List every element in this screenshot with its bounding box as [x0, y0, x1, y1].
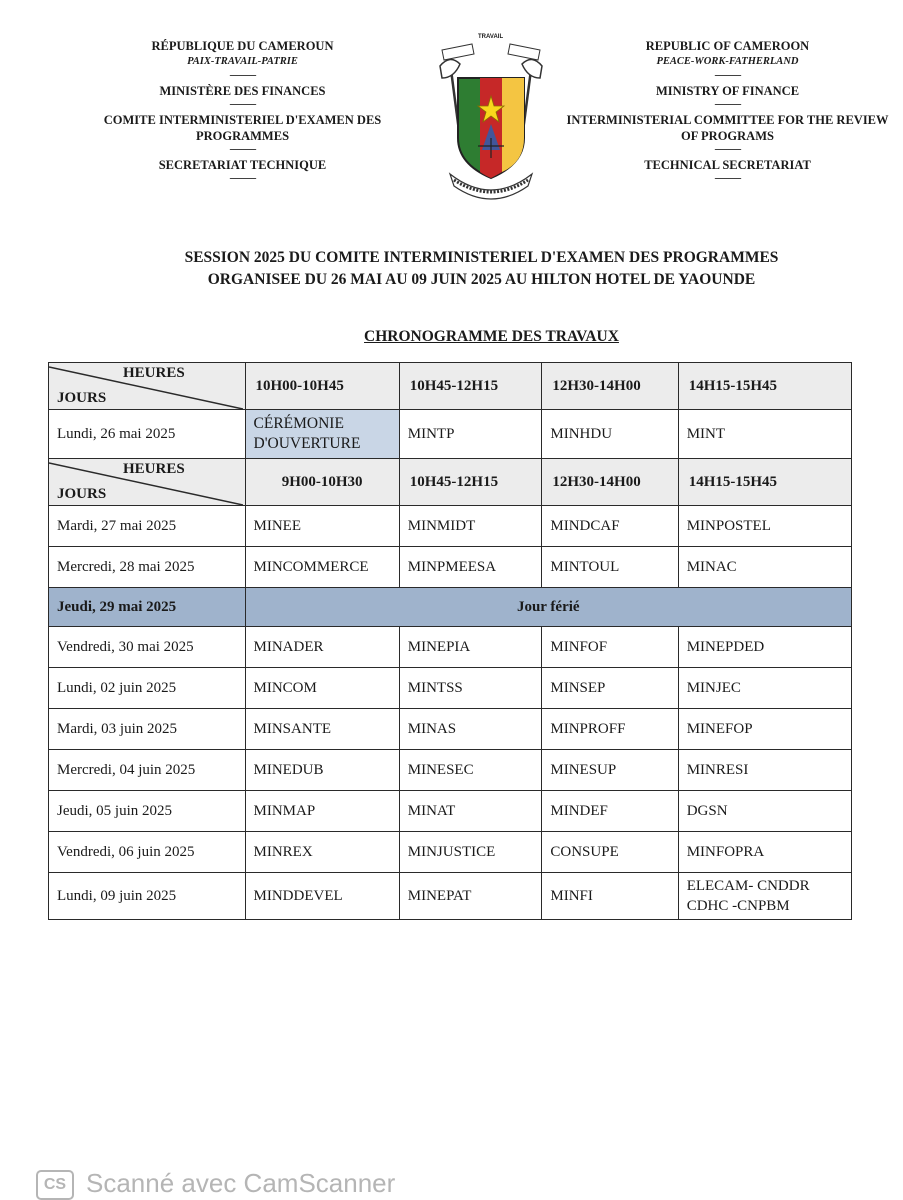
camscanner-watermark — [36, 1168, 395, 1200]
day-cell: Mercredi, 04 juin 2025 — [49, 750, 246, 791]
day-cell: Vendredi, 06 juin 2025 — [49, 832, 246, 873]
jours-label: JOURS — [57, 486, 107, 502]
table-row — [49, 832, 852, 873]
ministry-cell: MINEDUB — [245, 750, 399, 791]
ministry-cell: MINAT — [399, 791, 542, 832]
separator: ------------- — [229, 99, 256, 109]
separator: ------------- — [714, 173, 741, 183]
day-cell: Lundi, 26 mai 2025 — [49, 410, 246, 459]
day-cell: Jeudi, 05 juin 2025 — [49, 791, 246, 832]
motto-fr: PAIX-TRAVAIL-PATRIE — [187, 56, 298, 67]
camscanner-logo-icon: CS — [36, 1170, 74, 1200]
day-cell: Mardi, 27 mai 2025 — [49, 506, 246, 547]
ministry-cell: MINREX — [245, 832, 399, 873]
ministry-cell: MINSANTE — [245, 709, 399, 750]
country-name-en: REPUBLIC OF CAMEROON — [645, 39, 810, 53]
ministry-en: MINISTRY OF FINANCE — [655, 84, 800, 98]
watermark-text: Scanné avec CamScanner — [86, 1168, 396, 1198]
ministry-cell: MINCOM — [245, 668, 399, 709]
table-row — [49, 873, 852, 920]
table-row — [49, 627, 852, 668]
ministry-cell: MINADER — [245, 627, 399, 668]
ministry-cell: MINMIDT — [399, 506, 542, 547]
committee-en-line1: INTERMINISTERIAL COMMITTEE FOR THE REVIEW — [566, 113, 889, 127]
ceremony-line2: D'OUVERTURE — [253, 435, 361, 452]
day-cell: Lundi, 09 juin 2025 — [49, 873, 246, 920]
schedule-heading: CHRONOGRAMME DES TRAVAUX — [364, 328, 619, 345]
ministry-fr: MINISTÈRE DES FINANCES — [159, 84, 326, 98]
ministry-cell: MINTOUL — [542, 547, 678, 588]
ministry-line2: CDHC -CNPBM — [686, 898, 790, 914]
time-slot-header: 10H45-12H15 — [399, 363, 542, 410]
session-title-line1: SESSION 2025 DU COMITE INTERMINISTERIEL D'EXAMEN DES PROGRAMMES — [184, 249, 779, 266]
ministry-cell: MINDEF — [542, 791, 678, 832]
ministry-cell: MINAC — [678, 547, 851, 588]
ministry-line1: ELECAM- CNDDR — [686, 878, 810, 894]
time-slot-header: 14H15-15H45 — [678, 363, 851, 410]
ministry-cell: MINEE — [245, 506, 399, 547]
ministry-cell: MINSEP — [542, 668, 678, 709]
ministry-cell: MINCOMMERCE — [245, 547, 399, 588]
ceremony-line1: CÉRÉMONIE — [253, 415, 344, 432]
ministry-cell: MINDDEVEL — [245, 873, 399, 920]
table-row — [49, 547, 852, 588]
corner-cell — [49, 363, 246, 410]
motto-en: PEACE-WORK-FATHERLAND — [656, 56, 799, 67]
ministry-cell: MINESEC — [399, 750, 542, 791]
day-cell: Mercredi, 28 mai 2025 — [49, 547, 246, 588]
jours-label: JOURS — [57, 390, 107, 406]
table-header-row — [49, 363, 852, 410]
table-header-row — [49, 459, 852, 506]
time-slot-header: 10H00-10H45 — [245, 363, 399, 410]
ministry-cell: MINEPDED — [678, 627, 851, 668]
time-slot-header: 14H15-15H45 — [678, 459, 851, 506]
committee-fr-line1: COMITE INTERMINISTERIEL D'EXAMEN DES — [103, 113, 382, 127]
ministry-cell: MINFOPRA — [678, 832, 851, 873]
table-row — [49, 791, 852, 832]
heures-label: HEURES — [123, 461, 185, 477]
day-cell: Vendredi, 30 mai 2025 — [49, 627, 246, 668]
secretariat-en: TECHNICAL SECRETARIAT — [644, 158, 811, 172]
ministry-cell: MINEFOP — [678, 709, 851, 750]
table-row — [49, 410, 852, 459]
session-title-line2: ORGANISEE DU 26 MAI AU 09 JUIN 2025 AU HILTON HOTEL DE YAOUNDE — [207, 271, 756, 288]
ministry-cell: MINJUSTICE — [399, 832, 542, 873]
ministry-cell: MINTP — [399, 410, 542, 459]
ministry-cell: DGSN — [678, 791, 851, 832]
holiday-label: Jour férié — [245, 588, 851, 627]
table-row — [49, 668, 852, 709]
ministry-cell: MINRESI — [678, 750, 851, 791]
session-title — [60, 247, 903, 291]
separator: ------------- — [229, 70, 256, 80]
ministry-cell: MINT — [678, 410, 851, 459]
emblem-banner-text: TRAVAIL — [478, 34, 504, 40]
ministry-cell: MINEPIA — [399, 627, 542, 668]
ministry-cell: MINMAP — [245, 791, 399, 832]
ministry-cell: MINFOF — [542, 627, 678, 668]
time-slot-header: 12H30-14H00 — [542, 459, 678, 506]
day-cell: Jeudi, 29 mai 2025 — [49, 588, 246, 627]
ministry-cell: MINFI — [542, 873, 678, 920]
header-right-english — [555, 38, 900, 186]
ministry-cell: CONSUPE — [542, 832, 678, 873]
table-row — [49, 709, 852, 750]
ministry-cell: MINHDU — [542, 410, 678, 459]
table-row — [49, 506, 852, 547]
cameroon-coat-of-arms-icon — [432, 34, 550, 202]
day-cell: Mardi, 03 juin 2025 — [49, 709, 246, 750]
country-name-fr: RÉPUBLIQUE DU CAMEROUN — [151, 39, 334, 53]
committee-fr-line2: PROGRAMMES — [195, 129, 290, 143]
separator: ------------- — [714, 70, 741, 80]
separator: ------------- — [229, 144, 256, 154]
separator: ------------- — [714, 99, 741, 109]
table-row — [49, 750, 852, 791]
ministry-cell: MINJEC — [678, 668, 851, 709]
time-slot-header: 10H45-12H15 — [399, 459, 542, 506]
heures-label: HEURES — [123, 365, 185, 381]
time-slot-header: 12H30-14H00 — [542, 363, 678, 410]
ministry-cell: MINPOSTEL — [678, 506, 851, 547]
schedule-table — [48, 362, 852, 920]
header-left-french — [90, 38, 395, 186]
separator: ------------- — [229, 173, 256, 183]
separator: ------------- — [714, 144, 741, 154]
corner-cell — [49, 459, 246, 506]
ministry-cell: MINPROFF — [542, 709, 678, 750]
time-slot-header: 9H00-10H30 — [245, 459, 399, 506]
ministry-cell: MINPMEESA — [399, 547, 542, 588]
holiday-row — [49, 588, 852, 627]
ministry-cell-multi — [678, 873, 851, 920]
ministry-cell: MINEPAT — [399, 873, 542, 920]
committee-en-line2: OF PROGRAMS — [681, 129, 774, 143]
ministry-cell: MINAS — [399, 709, 542, 750]
opening-ceremony-cell — [245, 410, 399, 459]
ministry-cell: MINESUP — [542, 750, 678, 791]
ministry-cell: MINDCAF — [542, 506, 678, 547]
secretariat-fr: SECRETARIAT TECHNIQUE — [158, 158, 327, 172]
day-cell: Lundi, 02 juin 2025 — [49, 668, 246, 709]
ministry-cell: MINTSS — [399, 668, 542, 709]
